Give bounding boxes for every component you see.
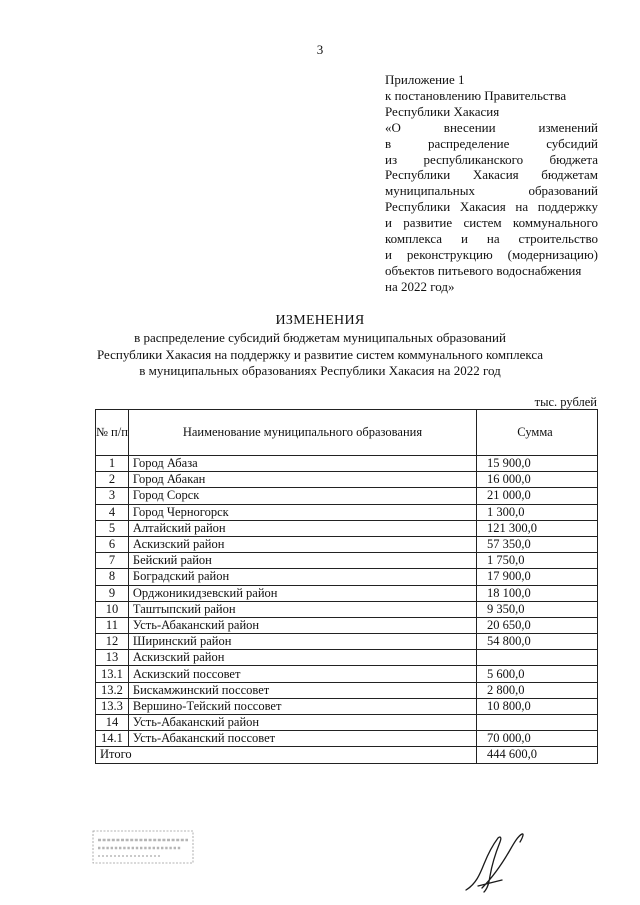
row-num: 7	[96, 553, 129, 569]
row-name: Бейский район	[128, 553, 476, 569]
appendix-line: и реконструкцию (модернизацию)	[385, 246, 598, 262]
row-name: Боградский район	[128, 569, 476, 585]
appendix-line: Республики Хакасия бюджетам	[385, 167, 598, 183]
row-sum: 57 350,0	[477, 536, 598, 552]
table-row	[96, 472, 598, 488]
row-sum: 121 300,0	[477, 520, 598, 536]
table-row	[96, 488, 598, 504]
row-sum: 15 900,0	[477, 456, 598, 472]
units-label: тыс. рублей	[534, 395, 597, 409]
row-name: Аскизский район	[128, 650, 476, 666]
row-name: Таштыпский район	[128, 601, 476, 617]
row-name: Ширинский район	[128, 634, 476, 650]
row-num: 13.1	[96, 666, 129, 682]
subtitle-line: в распределение субсидий бюджетам муниципальных образований	[134, 330, 506, 345]
row-name: Город Абакан	[128, 472, 476, 488]
subtitle-line: Республики Хакасия на поддержку и развитие систем коммунального комплекса	[96, 346, 544, 362]
row-num: 8	[96, 569, 129, 585]
table-row	[96, 504, 598, 520]
table-row	[96, 617, 598, 633]
total-label: Итого	[96, 747, 477, 763]
row-num: 1	[96, 456, 129, 472]
registration-stamp	[92, 830, 194, 864]
row-sum: 10 800,0	[477, 698, 598, 714]
page-number: 3	[316, 42, 324, 57]
row-name: Алтайский район	[128, 520, 476, 536]
row-sum: 2 800,0	[477, 682, 598, 698]
appendix-line: Республики Хакасия	[385, 103, 500, 119]
header-name: Наименование муниципального образования	[128, 410, 476, 456]
row-sum: 21 000,0	[477, 488, 598, 504]
total-sum: 444 600,0	[477, 747, 598, 763]
table-total-row	[96, 747, 598, 763]
appendix-line: на 2022 год»	[385, 278, 455, 294]
table-row	[96, 731, 598, 747]
row-num: 13.2	[96, 682, 129, 698]
table-row	[96, 536, 598, 552]
row-num: 14	[96, 715, 129, 731]
appendix-line: к постановлению Правительства	[385, 87, 567, 103]
row-num: 11	[96, 617, 129, 633]
document-title: ИЗМЕНЕНИЯ	[275, 313, 365, 328]
document-subtitle	[0, 330, 640, 380]
row-sum: 17 900,0	[477, 569, 598, 585]
row-num: 13.3	[96, 698, 129, 714]
row-name: Усть-Абаканский район	[128, 715, 476, 731]
row-sum	[477, 650, 598, 666]
appendix-block	[385, 72, 598, 295]
row-sum: 9 350,0	[477, 601, 598, 617]
row-num: 3	[96, 488, 129, 504]
table-row	[96, 666, 598, 682]
row-num: 4	[96, 504, 129, 520]
row-sum: 1 300,0	[477, 504, 598, 520]
appendix-line: и развитие систем коммунального	[385, 215, 598, 231]
row-num: 5	[96, 520, 129, 536]
row-name: Аскизский поссовет	[128, 666, 476, 682]
table-row	[96, 569, 598, 585]
row-num: 12	[96, 634, 129, 650]
subtitle-line: в муниципальных образованиях Республики Хакасия на 2022 год	[139, 363, 501, 378]
appendix-line: муниципальных образований	[385, 183, 598, 199]
row-num: 10	[96, 601, 129, 617]
row-name: Усть-Абаканский поссовет	[128, 731, 476, 747]
table-row	[96, 601, 598, 617]
row-sum: 18 100,0	[477, 585, 598, 601]
appendix-line: в распределение субсидий	[385, 135, 598, 151]
table-row	[96, 650, 598, 666]
row-name: Бискамжинский поссовет	[128, 682, 476, 698]
row-name: Вершино-Тейский поссовет	[128, 698, 476, 714]
appendix-line: Приложение 1	[385, 72, 465, 87]
row-sum: 20 650,0	[477, 617, 598, 633]
table-row	[96, 698, 598, 714]
row-sum: 70 000,0	[477, 731, 598, 747]
table-row	[96, 456, 598, 472]
appendix-line: Республики Хакасия на поддержку	[385, 199, 598, 215]
row-name: Город Черногорск	[128, 504, 476, 520]
row-name: Усть-Абаканский район	[128, 617, 476, 633]
header-sum: Сумма	[477, 410, 598, 456]
appendix-line: объектов питьевого водоснабжения	[385, 262, 582, 278]
row-num: 9	[96, 585, 129, 601]
row-name: Аскизский район	[128, 536, 476, 552]
table-row	[96, 682, 598, 698]
table-row	[96, 634, 598, 650]
row-name: Орджоникидзевский район	[128, 585, 476, 601]
table-header-row	[96, 410, 598, 456]
row-name: Город Абаза	[128, 456, 476, 472]
table-row	[96, 520, 598, 536]
row-num: 13	[96, 650, 129, 666]
table-row	[96, 715, 598, 731]
row-sum	[477, 715, 598, 731]
subsidy-table	[95, 409, 598, 764]
row-num: 2	[96, 472, 129, 488]
row-sum: 16 000,0	[477, 472, 598, 488]
row-num: 14.1	[96, 731, 129, 747]
table-row	[96, 585, 598, 601]
table-row	[96, 553, 598, 569]
signature	[462, 828, 532, 896]
row-sum: 1 750,0	[477, 553, 598, 569]
row-num: 6	[96, 536, 129, 552]
appendix-line: «О внесении изменений	[385, 119, 598, 135]
row-sum: 5 600,0	[477, 666, 598, 682]
row-name: Город Сорск	[128, 488, 476, 504]
header-num: № п/п	[96, 410, 129, 456]
row-sum: 54 800,0	[477, 634, 598, 650]
appendix-line: комплекса и на строительство	[385, 231, 598, 247]
appendix-line: из республиканского бюджета	[385, 151, 598, 167]
